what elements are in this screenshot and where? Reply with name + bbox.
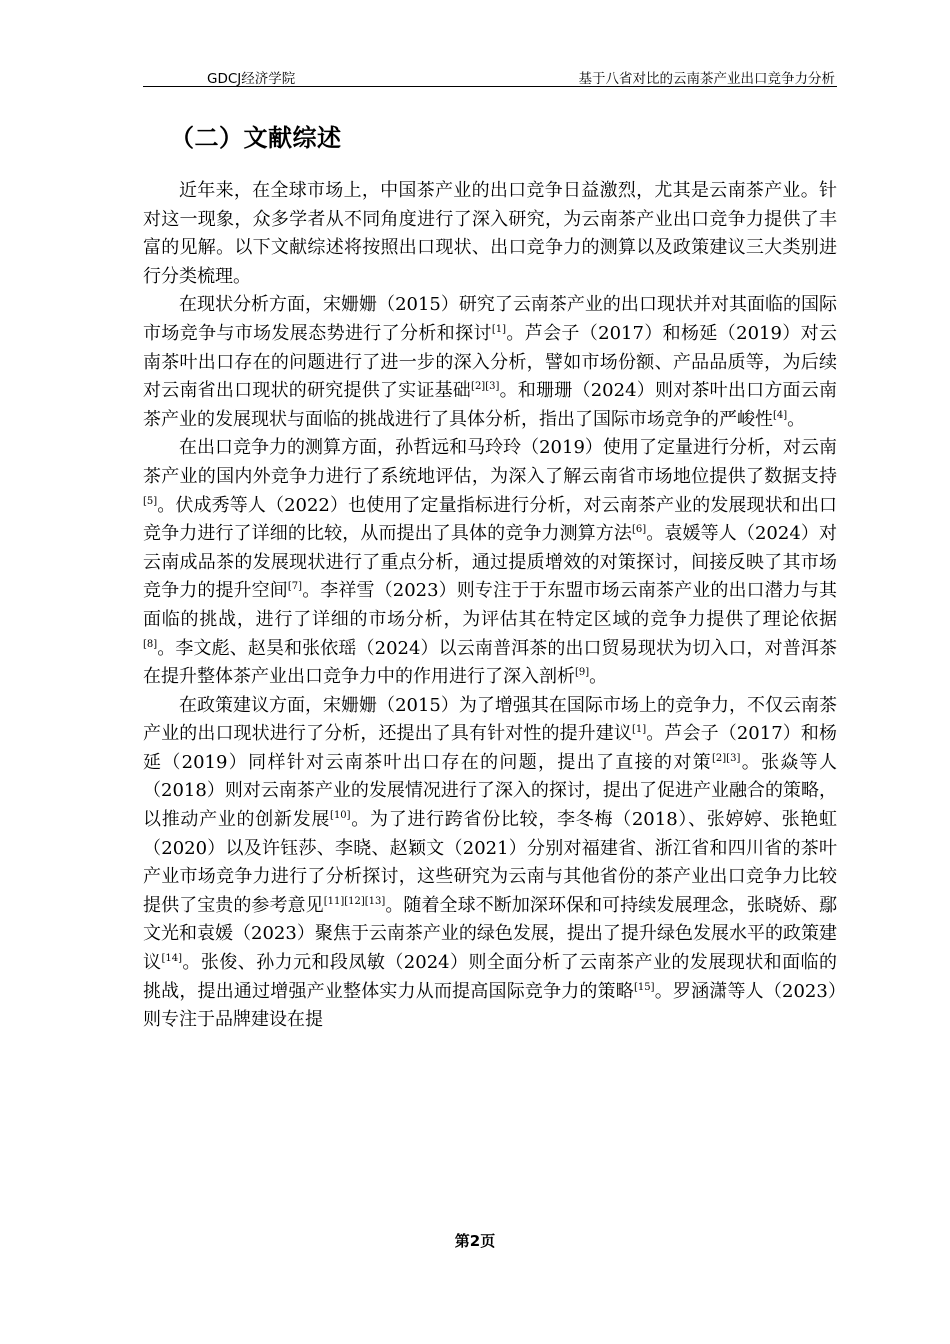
text-run: 。随着全球不断加深环保和可持续发展理念，张晓娇、鄢文光和袁媛（2023）聚焦于云南茶产业的绿色发展，提出了提升绿色发展水平的政策建议: [143, 894, 837, 974]
header-thesis-title: 基于八省对比的云南茶产业出口竞争力分析: [578, 71, 835, 87]
citation-superscript: [8]: [143, 638, 158, 650]
body-text: [143, 177, 837, 1035]
citation-superscript: [15]: [634, 981, 655, 993]
text-run: 在现状分析方面，宋姗姗（2015）研究了云南茶产业的出口现状并对其面临的国际市场竞争与市场发展态势进行了分析和探讨: [143, 294, 837, 344]
text-run: 。为了进行跨省份比较，李冬梅（2018）、张婷婷、张艳虹（2020）以及许钰莎、李晓、赵颖文（2021）分别对福建省、浙江省和四川省的茶叶产业市场竞争力进行了分析探讨，这些研究为云南与其他省份的茶产业出口竞争力比较提供了宝贵的参考意见: [143, 809, 837, 916]
text-run: 。张焱等人（2018）则对云南茶产业的发展情况进行了深入的探讨，提出了促进产业融合的策略，以推动产业的创新发展: [143, 751, 838, 831]
citation-superscript: [10]: [330, 810, 351, 822]
citation-superscript: [1]: [491, 323, 506, 335]
page-header: [143, 64, 837, 87]
citation-superscript: [9]: [575, 667, 590, 679]
text-run: 在政策建议方面，宋姗姗（2015）为了增强其在国际市场上的竞争力，不仅云南茶产业的出口现状进行了分析，还提出了具有针对性的提升建议: [143, 694, 837, 745]
text-run: 在出口竞争力的测算方面，孙哲远和马玲玲（2019）使用了定量进行分析，对云南茶产业的国内外竞争力进行了系统地评估，为深入了解云南省市场地位提供了数据支持: [143, 437, 837, 487]
text-run: 。伏成秀等人（2022）也使用了定量指标进行分析，对云南茶产业的发展现状和出口竞争力进行了详细的比较，从而提出了具体的竞争力测算方法: [143, 494, 837, 545]
citation-superscript: [6]: [632, 524, 647, 536]
page-number: 第2页: [454, 1232, 496, 1250]
text-run: 。: [787, 408, 806, 430]
header-school-name: GDCJ经济学院: [207, 71, 296, 87]
text-run: 。张俊、孙力元和段凤敏（2024）则全面分析了云南茶产业的发展现状和面临的挑战，提出通过增强产业整体实力从而提高国际竞争力的策略: [143, 952, 837, 1002]
text-run: 。罗涵潇等人（2023）则专注于品牌建设在提: [143, 980, 838, 1031]
citation-superscript: [14]: [161, 953, 182, 965]
citation-superscript: [11][12][13]: [323, 895, 386, 907]
paragraph-intro: [143, 177, 837, 291]
text-run: 。芦会子（2017）和杨延（2019）同样针对云南茶叶出口存在的问题，提出了直接的对策: [143, 723, 837, 773]
paragraph-status-analysis: [143, 291, 837, 434]
citation-superscript: [1]: [632, 724, 647, 736]
text-run: 。: [589, 666, 608, 688]
citation-superscript: [2][3]: [712, 752, 741, 764]
text-run: 。袁媛等人（2024）对云南成品茶的发展现状进行了重点分析，通过提质增效的对策探讨，间接反映了其市场竞争力的提升空间: [143, 523, 837, 602]
citation-superscript: [4]: [773, 409, 788, 421]
paragraph-policy-suggestions: [143, 692, 837, 1035]
citation-superscript: [7]: [287, 581, 303, 593]
citation-superscript: [5]: [143, 495, 158, 507]
text-run: 近年来，在全球市场上，中国茶产业的出口竞争日益激烈，尤其是云南茶产业。针对这一现象，众多学者从不同角度进行了深入研究，为云南茶产业出口竞争力提供了丰富的见解。以下文献综述将按照出口现状、出口竞争力的测算以及政策建议三大类别进行分类梳理。: [143, 180, 837, 287]
text-run: 。和珊珊（2024）则对茶叶出口方面云南茶产业的发展现状与面临的挑战进行了具体分析，指出了国际市场竞争的严峻性: [143, 380, 838, 430]
citation-superscript: [2][3]: [471, 381, 500, 393]
text-run: 。芦会子（2017）和杨延（2019）对云南茶叶出口存在的问题进行了进一步的深入分析，譬如市场份额、产品品质等，为后续对云南省出口现状的研究提供了实证基础: [143, 322, 837, 402]
paragraph-competitiveness-measurement: [143, 434, 837, 691]
text-run: 。李祥雪（2023）则专注于于东盟市场云南茶产业的出口潜力与其面临的挑战，进行了详细的市场分析，为评估其在特定区域的竞争力提供了理论依据: [143, 580, 838, 630]
section-title: （二）文献综述: [170, 124, 342, 152]
text-run: 。李文彪、赵昊和张依瑶（2024）以云南普洱茶的出口贸易现状为切入口，对普洱茶在提升整体茶产业出口竞争力中的作用进行了深入剖析: [143, 637, 837, 688]
